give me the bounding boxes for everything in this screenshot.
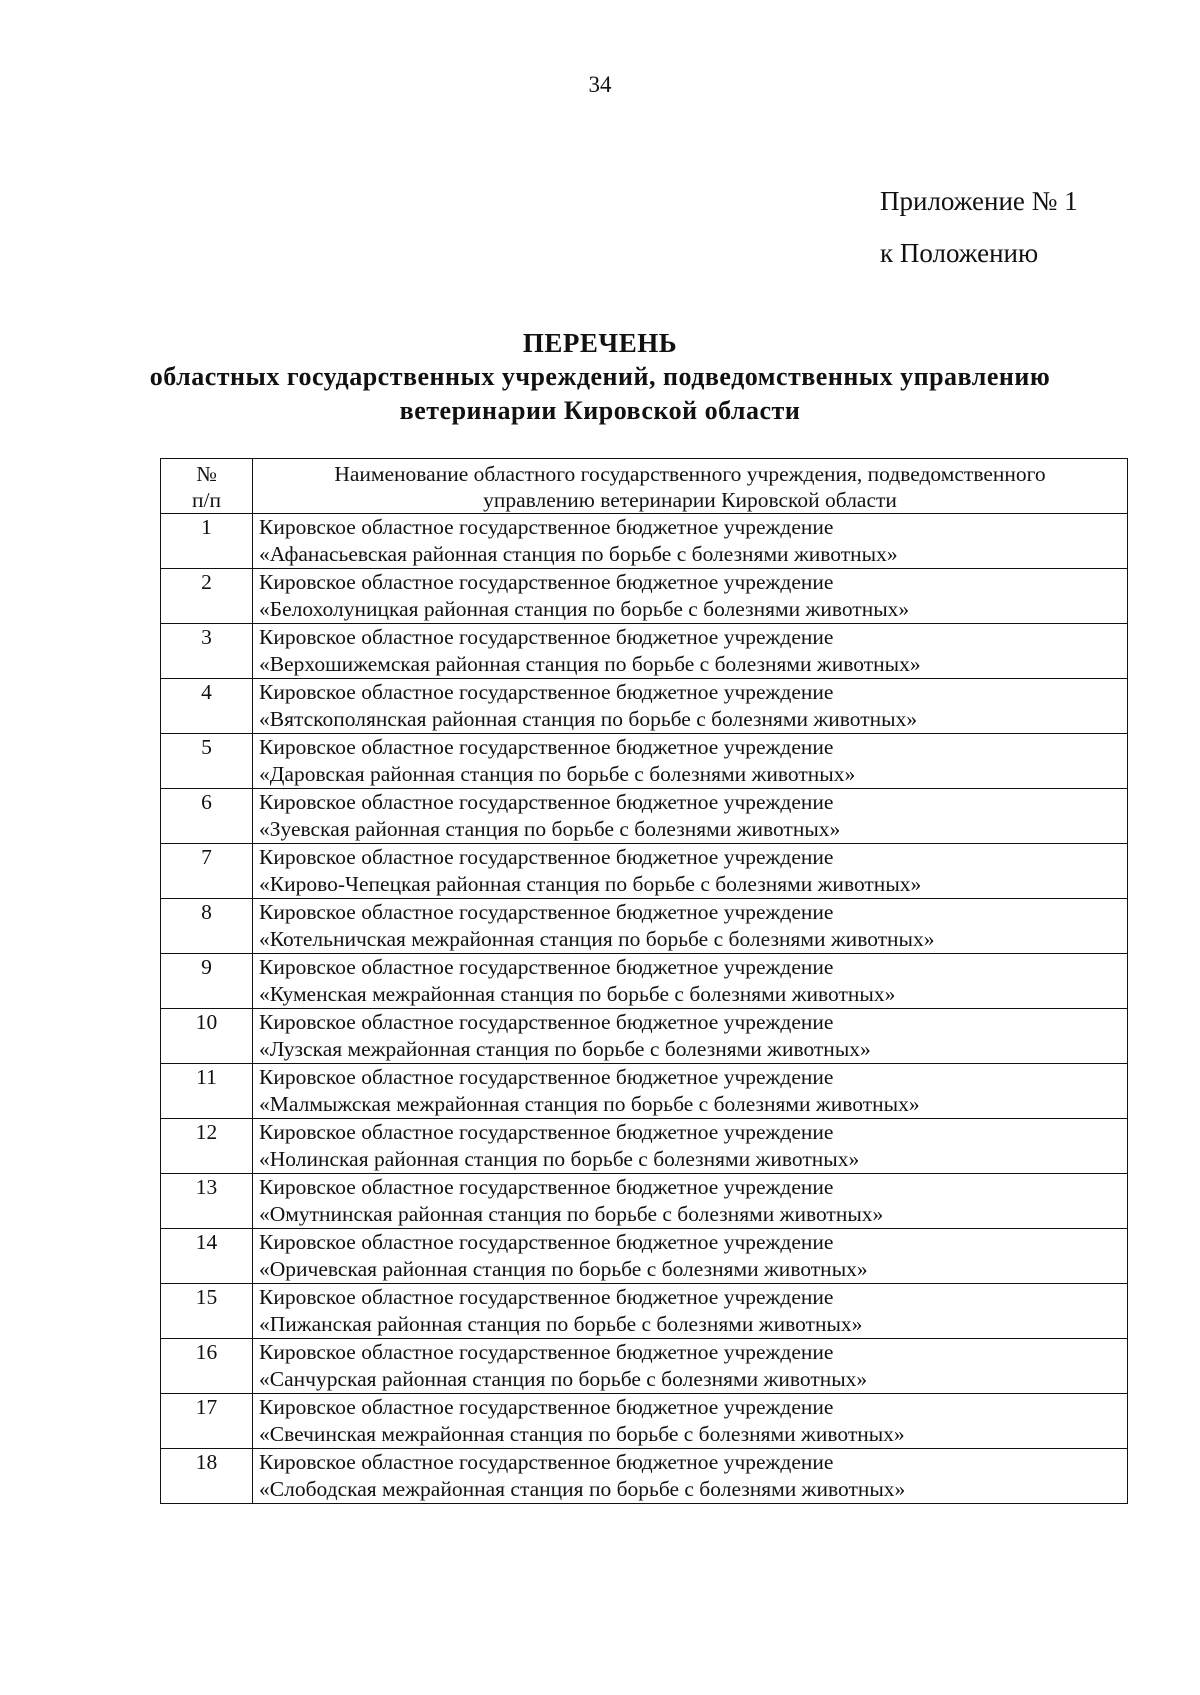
table-row [161,734,1128,789]
institution-name-line-2: «Афанасьевская районная станция по борьбе с болезнями животных» [259,542,898,566]
row-number: 16 [161,1339,253,1394]
institution-name-line-2: «Кирово-Чепецкая районная станция по борьбе с болезнями животных» [259,872,922,896]
row-number: 15 [161,1284,253,1339]
header-number-line-2: п/п [192,488,221,512]
institution-name [253,1339,1128,1394]
institution-name-line-2: «Свечинская межрайонная станция по борьбе с болезнями животных» [259,1422,905,1446]
table-row [161,1339,1128,1394]
row-number: 17 [161,1394,253,1449]
institution-name-line-2: «Омутнинская районная станция по борьбе с болезнями животных» [259,1202,884,1226]
institution-name-line-2: «Белохолуницкая районная станция по борьбе с болезнями животных» [259,597,910,621]
title-line-3: ветеринарии Кировской области [399,396,801,425]
table-body [161,514,1128,1504]
header-name-line-1: Наименование областного государственного учреждения, подведомственного [334,462,1046,486]
table-row [161,624,1128,679]
institution-name [253,1284,1128,1339]
row-number: 2 [161,569,253,624]
row-number: 4 [161,679,253,734]
institution-name [253,1394,1128,1449]
institution-name [253,679,1128,734]
institution-name-line-2: «Лузская межрайонная станция по борьбе с болезнями животных» [259,1037,871,1061]
institution-name [253,1174,1128,1229]
table-row [161,899,1128,954]
row-number: 12 [161,1119,253,1174]
institution-name-line-1: Кировское областное государственное бюджетное учреждение [259,790,834,814]
institution-name-line-2: «Котельничская межрайонная станция по борьбе с болезнями животных» [259,927,935,951]
institution-name-line-1: Кировское областное государственное бюджетное учреждение [259,1120,834,1144]
institution-name-line-1: Кировское областное государственное бюджетное учреждение [259,1395,834,1419]
table-row [161,1064,1128,1119]
institution-name-line-2: «Вятскополянская районная станция по борьбе с болезнями животных» [259,707,918,731]
title-main: ПЕРЕЧЕНЬ [522,328,678,358]
institution-name-line-2: «Оричевская районная станция по борьбе с болезнями животных» [259,1257,868,1281]
institution-name-line-2: «Малмыжская межрайонная станция по борьбе с болезнями животных» [259,1092,920,1116]
institution-name-line-1: Кировское областное государственное бюджетное учреждение [259,1010,834,1034]
institution-name-line-2: «Даровская районная станция по борьбе с болезнями животных» [259,762,856,786]
table-row [161,514,1128,569]
institution-name-line-1: Кировское областное государственное бюджетное учреждение [259,515,834,539]
institution-name-line-2: «Куменская межрайонная станция по борьбе с болезнями животных» [259,982,896,1006]
institutions-table [160,458,1128,1504]
table-row [161,1394,1128,1449]
institution-name-line-1: Кировское областное государственное бюджетное учреждение [259,680,834,704]
table-row [161,1229,1128,1284]
institution-name-line-1: Кировское областное государственное бюджетное учреждение [259,735,834,759]
row-number: 5 [161,734,253,789]
institution-name-line-2: «Санчурская районная станция по борьбе с болезнями животных» [259,1367,868,1391]
title-line-2: областных государственных учреждений, подведомственных управлению [149,362,1051,391]
institution-name [253,1229,1128,1284]
row-number: 13 [161,1174,253,1229]
row-number: 6 [161,789,253,844]
institution-name-line-1: Кировское областное государственное бюджетное учреждение [259,1065,834,1089]
institution-name-line-2: «Зуевская районная станция по борьбе с болезнями животных» [259,817,841,841]
table-row [161,789,1128,844]
header-number-line-1: № [196,462,217,486]
table-row [161,1449,1128,1504]
row-number: 18 [161,1449,253,1504]
appendix-line-1: Приложение № 1 [880,186,1078,216]
institution-name-line-1: Кировское областное государственное бюджетное учреждение [259,955,834,979]
institution-name [253,569,1128,624]
institution-name-line-2: «Пижанская районная станция по борьбе с болезнями животных» [259,1312,863,1336]
table-row [161,844,1128,899]
row-number: 9 [161,954,253,1009]
row-number: 11 [161,1064,253,1119]
header-name-line-2: управлению ветеринарии Кировской области [483,488,897,512]
institution-name-line-1: Кировское областное государственное бюджетное учреждение [259,900,834,924]
institution-name-line-2: «Слободская межрайонная станция по борьбе с болезнями животных» [259,1477,906,1501]
institution-name [253,1064,1128,1119]
institution-name [253,844,1128,899]
document-title [0,326,1200,428]
table-row [161,1009,1128,1064]
appendix-line-2: к Положению [880,238,1039,268]
table-header-row [161,459,1128,514]
row-number: 7 [161,844,253,899]
institution-name [253,789,1128,844]
row-number: 1 [161,514,253,569]
row-number: 3 [161,624,253,679]
institution-name-line-1: Кировское областное государственное бюджетное учреждение [259,1450,834,1474]
header-number [161,459,253,514]
table-row [161,1284,1128,1339]
institution-name [253,1009,1128,1064]
table-row [161,1119,1128,1174]
institution-name-line-1: Кировское областное государственное бюджетное учреждение [259,845,834,869]
institution-name [253,899,1128,954]
institution-name-line-1: Кировское областное государственное бюджетное учреждение [259,570,834,594]
institution-name [253,954,1128,1009]
institution-name-line-1: Кировское областное государственное бюджетное учреждение [259,1175,834,1199]
row-number: 10 [161,1009,253,1064]
header-name [253,459,1128,514]
institution-name-line-1: Кировское областное государственное бюджетное учреждение [259,625,834,649]
institution-name [253,1119,1128,1174]
table-row [161,954,1128,1009]
row-number: 8 [161,899,253,954]
institution-name-line-1: Кировское областное государственное бюджетное учреждение [259,1230,834,1254]
table-row [161,1174,1128,1229]
institution-name-line-2: «Нолинская районная станция по борьбе с болезнями животных» [259,1147,860,1171]
institution-name [253,734,1128,789]
institution-name [253,1449,1128,1504]
institution-name-line-2: «Верхошижемская районная станция по борьбе с болезнями животных» [259,652,921,676]
row-number: 14 [161,1229,253,1284]
table-row [161,679,1128,734]
institution-name [253,624,1128,679]
institution-name-line-1: Кировское областное государственное бюджетное учреждение [259,1285,834,1309]
institution-name-line-1: Кировское областное государственное бюджетное учреждение [259,1340,834,1364]
institution-name [253,514,1128,569]
page-number: 34 [588,72,612,97]
appendix-note [880,175,1078,279]
table-row [161,569,1128,624]
